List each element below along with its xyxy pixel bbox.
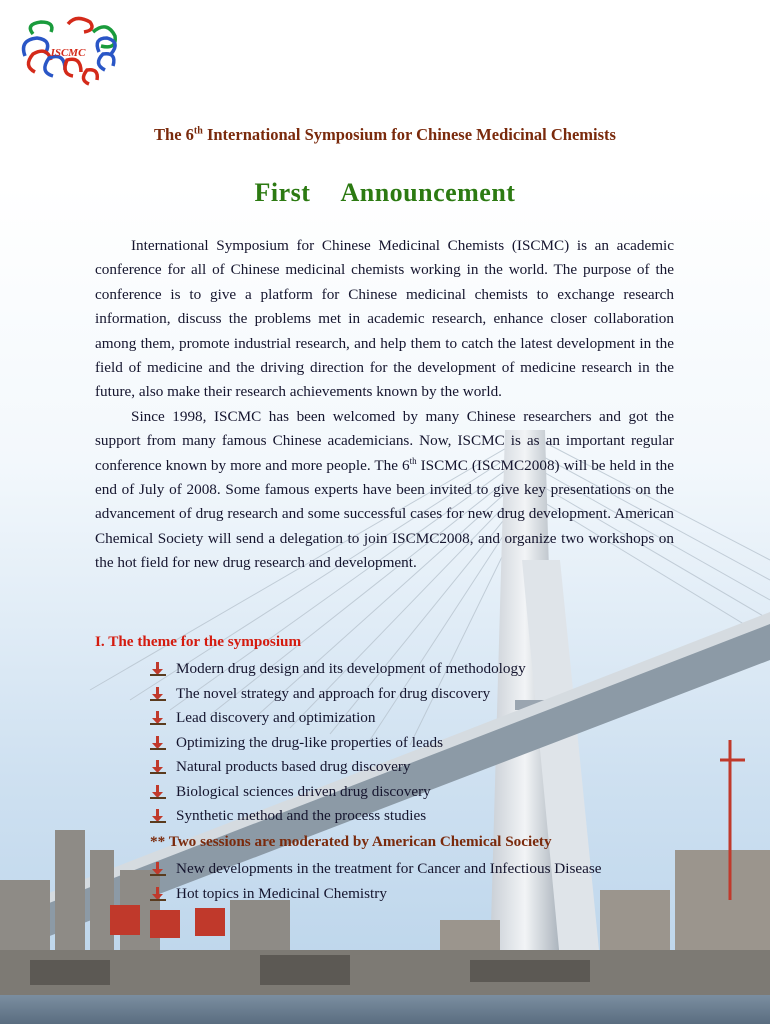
announcement-word-first: First (254, 178, 311, 207)
list-item (150, 682, 674, 707)
down-arrow-bullet-icon (150, 882, 176, 901)
list-item (150, 857, 674, 882)
list-item (150, 706, 674, 731)
theme-list (150, 657, 674, 829)
down-arrow-bullet-icon (150, 780, 176, 799)
theme-item-text: Modern drug design and its development of methodology (176, 660, 526, 677)
theme-item-text: Lead discovery and optimization (176, 709, 376, 726)
down-arrow-bullet-icon (150, 755, 176, 774)
theme-heading: I. The theme for the symposium (95, 633, 302, 650)
down-arrow-bullet-icon (150, 804, 176, 823)
down-arrow-bullet-icon (150, 657, 176, 676)
theme-item-text: Optimizing the drug-like properties of leads (176, 733, 443, 751)
theme-item-text: Biological sciences driven drug discovery (176, 782, 431, 800)
intro-p2-part1: Since 1998, ISCMC has been welcomed by many Chinese researchers and got the support from many famous Chinese academicians. Now, ISCMC is as an important regular conference known by more and more people. The 6 (95, 407, 674, 474)
down-arrow-bullet-icon (150, 857, 176, 876)
down-arrow-bullet-icon (150, 731, 176, 750)
session-item-text: New developments in the treatment for Cancer and Infectious Disease (176, 860, 602, 877)
symposium-title (0, 125, 770, 145)
theme-item-text: Natural products based drug discovery (176, 758, 411, 775)
list-item (150, 804, 674, 829)
intro-paragraph-2 (95, 405, 674, 576)
title-prefix: The 6 (154, 125, 194, 144)
announcement-word-announcement: Announcement (340, 178, 516, 207)
list-item (150, 882, 674, 907)
list-item (150, 657, 674, 682)
list-item (150, 755, 674, 780)
iscmc-logo (13, 12, 129, 98)
title-rest: International Symposium for Chinese Medicinal Chemists (202, 125, 616, 144)
session-item-text: Hot topics in Medicinal Chemistry (176, 884, 387, 902)
intro-p2-ordinal-suffix: th (409, 455, 417, 466)
logo-text: ISCMC (50, 47, 86, 59)
title-ordinal-suffix: th (193, 125, 203, 137)
down-arrow-bullet-icon (150, 682, 176, 701)
intro-p2-part2: ISCMC (ISCMC2008) will be held in the end of July of 2008. Some famous experts have been invited to give key presentations on the advancement of drug research and some successful cases for new drug development. American Chemical Society will send a delegation to join ISCMC2008, and organize two workshops on the hot field for new drug research and development. (95, 456, 674, 572)
sessions-list (150, 857, 674, 906)
theme-item-text: The novel strategy and approach for drug discovery (176, 684, 491, 702)
intro-paragraph-1: International Symposium for Chinese Medicinal Chemists (ISCMC) is an academic conference for all of Chinese medicinal chemists working in the world. The purpose of the conference is to give a platform for Chinese medicinal chemists to exchange research information, discuss the problems met in academic research, enhance closer collaboration among them, promote industrial research, and help them to catch the latest development in the field of medicine and the driving direction for the development of medicine research in the future, also make their research achievements known by the world. (95, 237, 674, 401)
list-item (150, 780, 674, 805)
sessions-heading: ** Two sessions are moderated by American Chemical Society (150, 833, 552, 850)
list-item (150, 731, 674, 756)
down-arrow-bullet-icon (150, 706, 176, 725)
intro-text (95, 234, 674, 576)
theme-item-text: Synthetic method and the process studies (176, 807, 427, 824)
first-announcement-heading (0, 178, 770, 208)
